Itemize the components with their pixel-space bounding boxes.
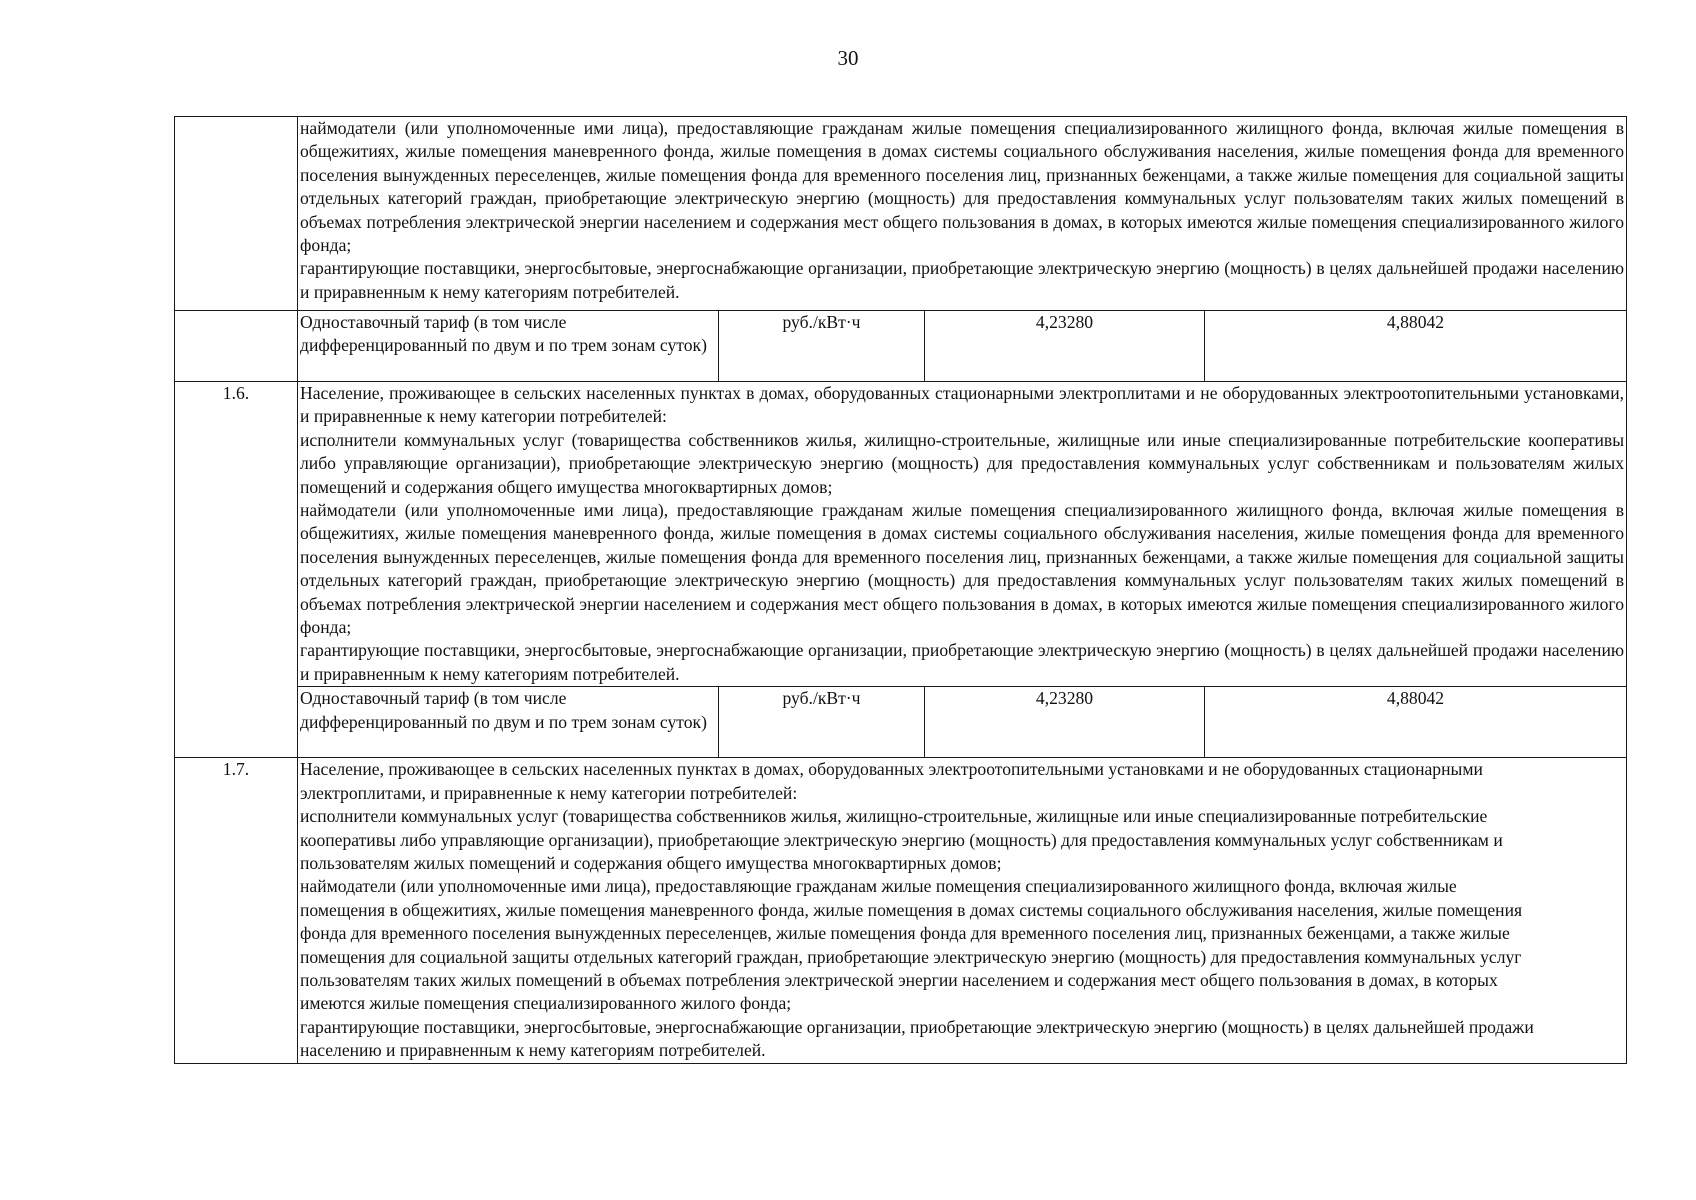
tariff-unit: руб./кВт·ч (719, 687, 925, 758)
tariff-row (175, 311, 1627, 382)
tariff-row (175, 687, 1627, 758)
description-paragraph: гарантирующие поставщики, энергосбытовые, энергоснабжающие организации, приобретающие электрическую энергию (мощность) в целях дальнейшей продажи населению и приравненным к нему категориям потребителей. (300, 1016, 1534, 1061)
description-paragraph: наймодатели (или уполномоченные ими лица), предоставляющие гражданам жилые помещения специализированного жилищного фонда, включая жилые помещения в общежитиях, жилые помещения маневренного фонда, жилые помещения в домах системы социального обслуживания населения, жилые помещения фонда для временного поселения вынужденных переселенцев, жилые помещения фонда для временного поселения лиц, признанных беженцами, а также жилые помещения для социальной защиты отдельных категорий граждан, приобретающие электрическую энергию (мощность) для предоставления коммунальных услуг пользователям таких жилых помещений в объемах потребления электрической энергии населением и содержания мест общего пользования в домах, в которых имеются жилые помещения специализированного жилого фонда; (300, 876, 1523, 1014)
tariff-name: Одноставочный тариф (в том числе дифференцированный по двум и по трем зонам суток) (298, 311, 719, 382)
description-paragraph: гарантирующие поставщики, энергосбытовые, энергоснабжающие организации, приобретающие электрическую энергию (мощность) в целях дальнейшей продажи населению и приравненным к нему категориям потребителей. (300, 640, 1625, 684)
tariff-name: Одноставочный тариф (в том числе дифференцированный по двум и по трем зонам суток) (298, 687, 719, 758)
row-number-cell: 1.7. (175, 758, 298, 1063)
description-paragraph: Население, проживающее в сельских населенных пунктах в домах, оборудованных электроотопительными установками и не оборудованных стационарными электроплитами, и приравненные к нему категории потребителей: (300, 759, 1483, 803)
row-number-cell (175, 117, 298, 311)
description-paragraph: Население, проживающее в сельских населенных пунктах в домах, оборудованных стационарными электроплитами и не оборудованных электроотопительными установками, и приравненные к нему категории потребителей: (300, 383, 1625, 427)
row-number-cell: 1.6. (175, 382, 298, 758)
description-paragraph: наймодатели (или уполномоченные ими лица), предоставляющие гражданам жилые помещения специализированного жилищного фонда, включая жилые помещения в общежитиях, жилые помещения маневренного фонда, жилые помещения в домах системы социального обслуживания населения, жилые помещения фонда для временного поселения вынужденных переселенцев, жилые помещения фонда для временного поселения лиц, признанных беженцами, а также жилые помещения для социальной защиты отдельных категорий граждан, приобретающие электрическую энергию (мощность) для предоставления коммунальных услуг пользователям таких жилых помещений в объемах потребления электрической энергии населением и содержания мест общего пользования в домах, в которых имеются жилые помещения специализированного жилого фонда; (300, 118, 1625, 256)
table-row-1-7 (175, 758, 1627, 1063)
tariff-unit: руб./кВт·ч (719, 311, 925, 382)
consumer-description (298, 758, 1627, 1063)
consumer-description (298, 382, 1627, 687)
page-number: 30 (837, 46, 859, 70)
tariff-value-first-half: 4,23280 (925, 687, 1205, 758)
table-row-continuation (175, 117, 1627, 311)
description-paragraph: исполнители коммунальных услуг (товарищества собственников жилья, жилищно-строительные, жилищные или иные специализированные потребительские кооперативы либо управляющие организации), приобретающие электрическую энергию (мощность) для предоставления коммунальных услуг собственникам и пользователям жилых помещений и содержания общего имущества многоквартирных домов; (300, 429, 1625, 497)
description-paragraph: наймодатели (или уполномоченные ими лица), предоставляющие гражданам жилые помещения специализированного жилищного фонда, включая жилые помещения в общежитиях, жилые помещения маневренного фонда, жилые помещения в домах системы социального обслуживания населения, жилые помещения фонда для временного поселения вынужденных переселенцев, жилые помещения фонда для временного поселения лиц, признанных беженцами, а также жилые помещения для социальной защиты отдельных категорий граждан, приобретающие электрическую энергию (мощность) для предоставления коммунальных услуг пользователям таких жилых помещений в объемах потребления электрической энергии населением и содержания мест общего пользования в домах, в которых имеются жилые помещения специализированного жилого фонда; (300, 500, 1625, 638)
tariff-value-second-half: 4,88042 (1205, 311, 1627, 382)
description-paragraph: исполнители коммунальных услуг (товарищества собственников жилья, жилищно-строительные, жилищные или иные специализированные потребительские кооперативы либо управляющие организации), приобретающие электрическую энергию (мощность) для предоставления коммунальных услуг собственникам и пользователям жилых помещений и содержания общего имущества многоквартирных домов; (300, 806, 1503, 873)
consumer-description (298, 117, 1627, 311)
description-paragraph: гарантирующие поставщики, энергосбытовые, энергоснабжающие организации, приобретающие электрическую энергию (мощность) в целях дальнейшей продажи населению и приравненным к нему категориям потребителей. (300, 258, 1625, 302)
empty-number-cell (175, 311, 298, 382)
tariff-value-first-half: 4,23280 (925, 311, 1205, 382)
tariff-value-second-half: 4,88042 (1205, 687, 1627, 758)
table-row-1-6 (175, 382, 1627, 687)
tariff-table (174, 116, 1627, 1064)
